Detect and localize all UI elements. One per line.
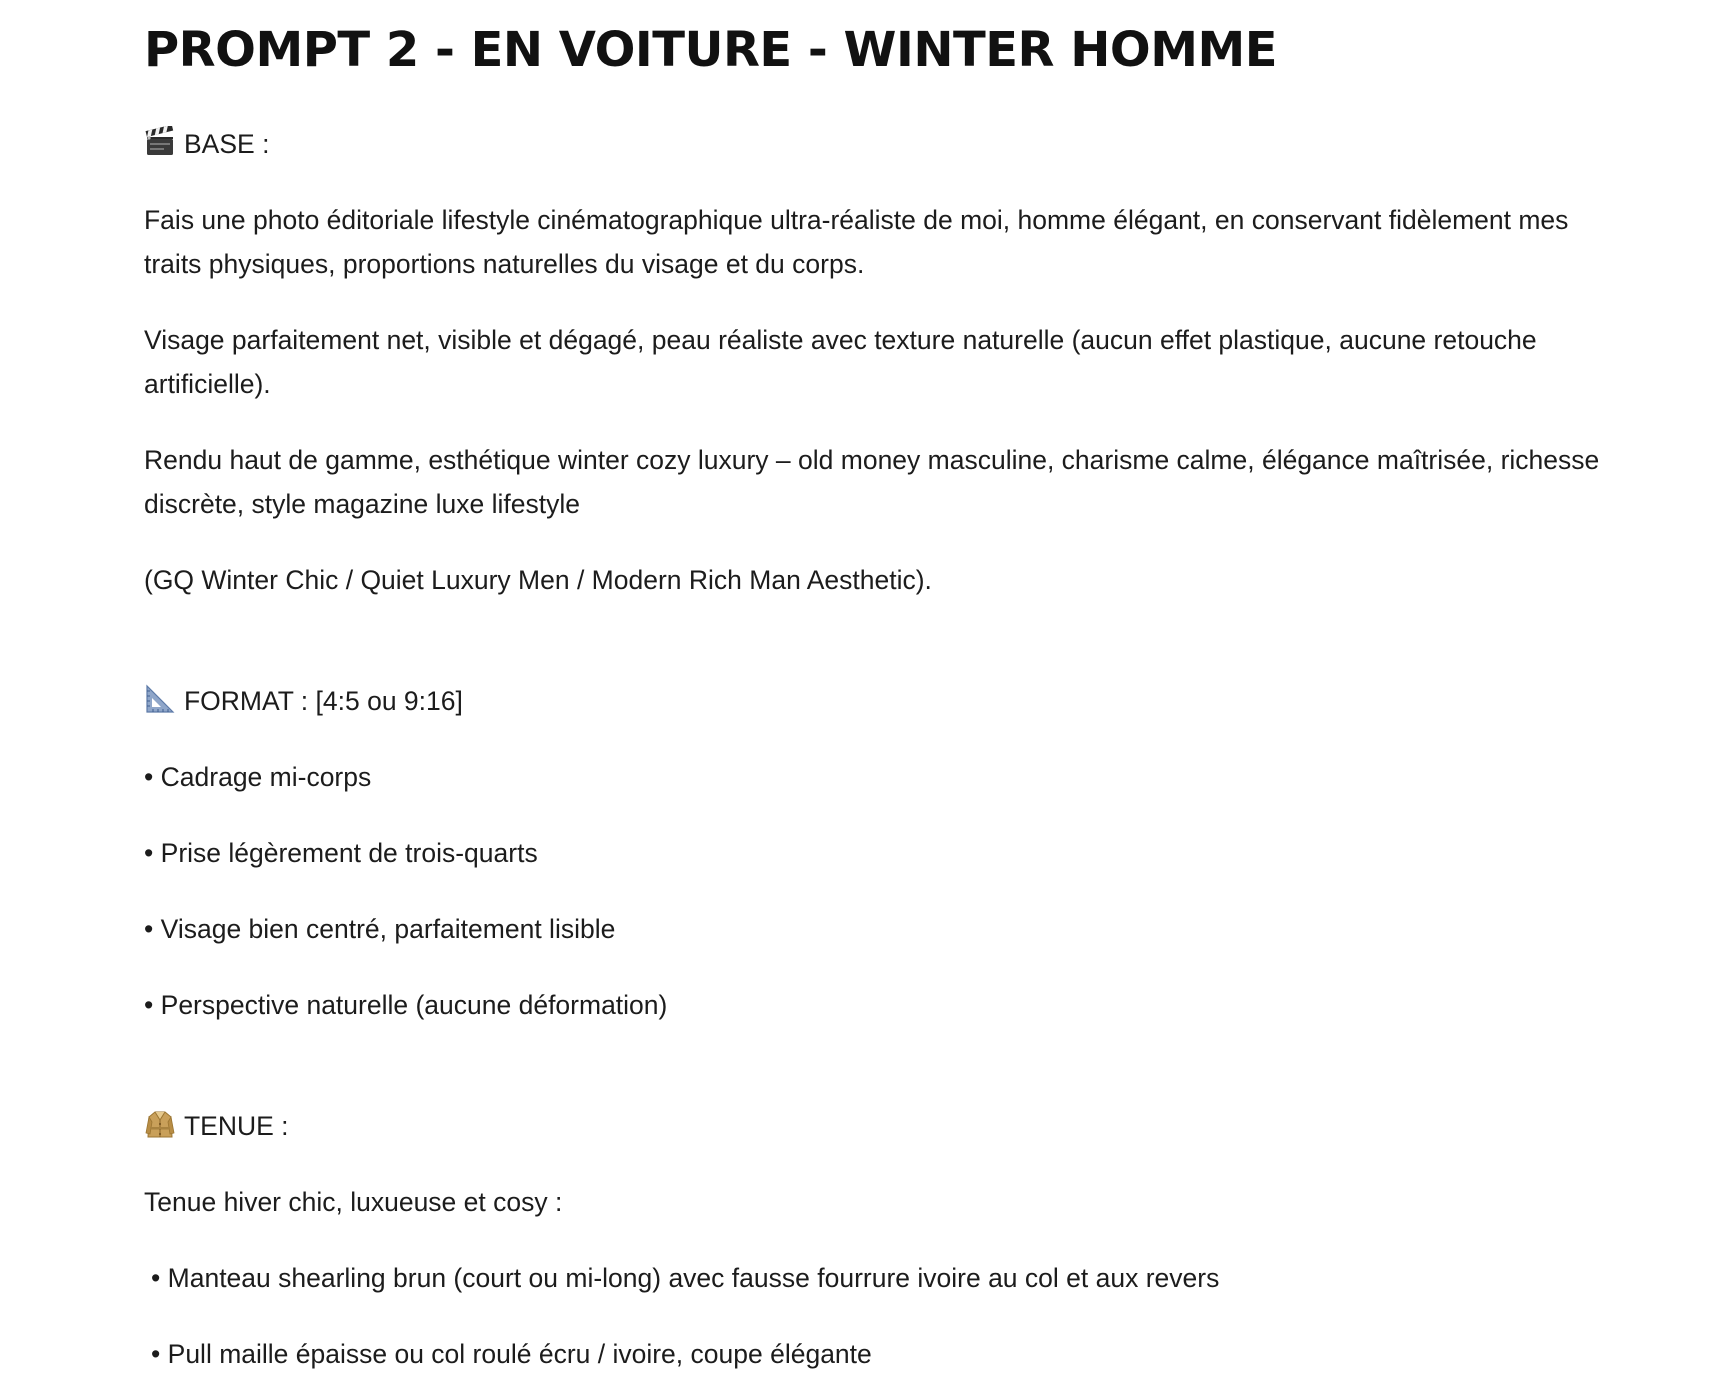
base-paragraph-2: Visage parfaitement net, visible et dégagé, peau réaliste avec texture naturelle (aucun effet plastique, aucune retouche artificielle). [144, 325, 1537, 399]
section-heading-format-text: FORMAT : [4:5 ou 9:16] [184, 686, 463, 716]
document-title: PROMPT 2 - EN VOITURE - WINTER HOMME [144, 22, 1278, 78]
clapper-board-icon [144, 126, 176, 158]
tenue-bullet-2: • Pull maille épaisse ou col roulé écru / ivoire, coupe élégante [151, 1339, 872, 1369]
format-bullet-1: • Cadrage mi-corps [144, 762, 372, 792]
format-bullet-3: • Visage bien centré, parfaitement lisible [144, 914, 616, 944]
document [144, 22, 1604, 1376]
base-paragraph-1: Fais une photo éditoriale lifestyle cinématographique ultra-réaliste de moi, homme élégant, en conservant fidèlement mes traits physiques, proportions naturelles du visage et du corps. [144, 205, 1569, 279]
base-paragraph-4: (GQ Winter Chic / Quiet Luxury Men / Modern Rich Man Aesthetic). [144, 565, 932, 595]
base-paragraph-3: Rendu haut de gamme, esthétique winter cozy luxury – old money masculine, charisme calme, élégance maîtrisée, richesse discrète, style magazine luxe lifestyle [144, 445, 1600, 519]
section-heading-tenue [144, 1104, 1604, 1148]
tenue-bullet-1: • Manteau shearling brun (court ou mi-long) avec fausse fourrure ivoire au col et aux revers [151, 1263, 1220, 1293]
triangular-ruler-icon [144, 683, 176, 715]
coat-icon [144, 1108, 176, 1140]
section-heading-tenue-text: TENUE : [184, 1111, 289, 1141]
section-heading-base-text: BASE : [184, 129, 270, 159]
format-bullet-2: • Prise légèrement de trois-quarts [144, 838, 538, 868]
tenue-intro: Tenue hiver chic, luxueuse et cosy : [144, 1187, 563, 1217]
format-bullet-4: • Perspective naturelle (aucune déformation) [144, 990, 668, 1020]
section-heading-base [144, 122, 1604, 166]
section-heading-format [144, 679, 1604, 723]
